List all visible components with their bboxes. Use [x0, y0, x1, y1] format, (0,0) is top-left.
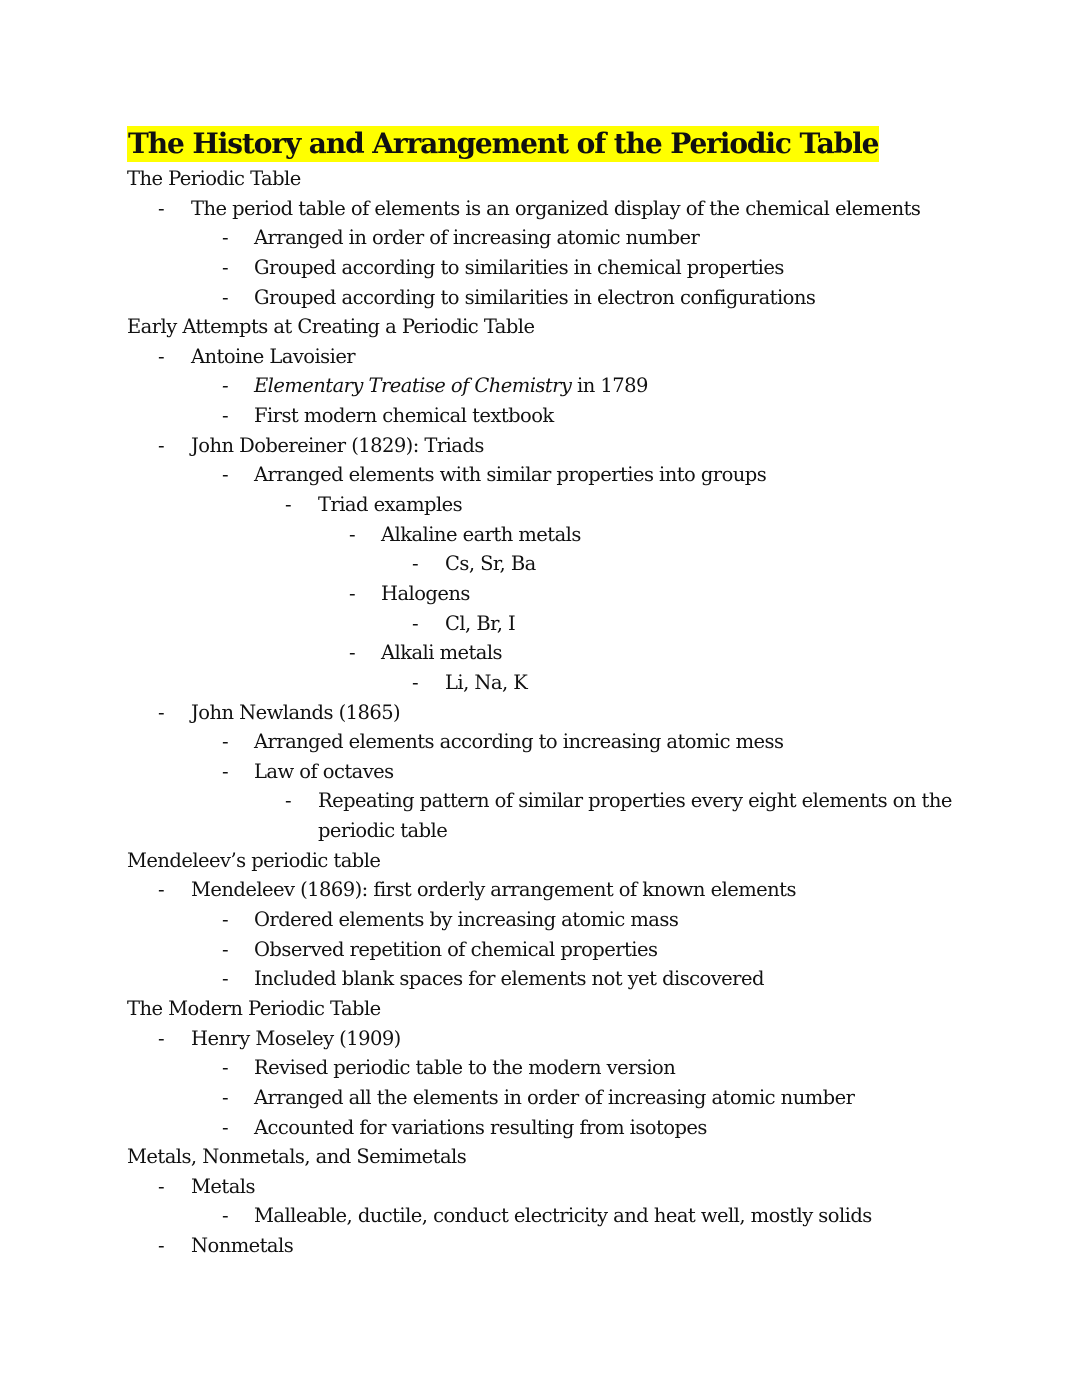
- bullet-dash: -: [221, 1204, 229, 1228]
- list-item: [127, 875, 987, 905]
- section-heading: [127, 1142, 987, 1172]
- bullet-dash: -: [221, 1115, 229, 1139]
- line-text: Included blank spaces for elements not yet discovered: [254, 967, 764, 991]
- bullet-dash: -: [157, 344, 165, 368]
- line-text: Law of octaves: [254, 759, 394, 783]
- bullet-dash: -: [221, 730, 229, 754]
- bullet-dash: -: [221, 404, 229, 428]
- line-text: First modern chemical textbook: [254, 404, 554, 428]
- line-text: Observed repetition of chemical properties: [254, 937, 658, 961]
- bullet-dash: -: [284, 789, 292, 813]
- line-text: periodic table: [318, 819, 448, 843]
- bullet-dash: -: [221, 1085, 229, 1109]
- list-item: [127, 1083, 987, 1113]
- line-text: Halogens: [381, 581, 470, 605]
- section-heading: [127, 164, 987, 194]
- bullet-dash: -: [411, 670, 419, 694]
- bullet-dash: -: [221, 374, 229, 398]
- list-item: [127, 342, 987, 372]
- list-item: [127, 460, 987, 490]
- bullet-dash: -: [221, 463, 229, 487]
- line-text: Mendeleev’s periodic table: [127, 848, 381, 872]
- line-text: The Periodic Table: [127, 167, 301, 190]
- bullet-dash: -: [157, 700, 165, 724]
- line-text: Ordered elements by increasing atomic mass: [254, 908, 679, 932]
- bullet-dash: -: [411, 552, 419, 576]
- list-item: [127, 283, 987, 313]
- line-text: Cl, Br, I: [445, 611, 516, 635]
- bullet-dash: -: [157, 1234, 165, 1258]
- list-item: [127, 490, 987, 520]
- line-text: Arranged in order of increasing atomic number: [254, 226, 700, 250]
- line-text: Mendeleev (1869): first orderly arrangement of known elements: [191, 878, 796, 902]
- line-text: Cs, Sr, Ba: [445, 552, 536, 576]
- list-item: [127, 1024, 987, 1054]
- line-text: Grouped according to similarities in electron configurations: [254, 285, 816, 309]
- line-text: John Dobereiner (1829): Triads: [191, 433, 484, 457]
- list-item: [127, 698, 987, 728]
- list-item-continuation: [127, 816, 987, 846]
- line-text: Malleable, ductile, conduct electricity and heat well, mostly solids: [254, 1204, 872, 1228]
- bullet-dash: -: [157, 878, 165, 902]
- list-item: [127, 935, 987, 965]
- list-item: [127, 253, 987, 283]
- bullet-dash: -: [221, 285, 229, 309]
- bullet-dash: -: [221, 255, 229, 279]
- line-text: John Newlands (1865): [191, 700, 401, 724]
- line-text: [254, 371, 648, 401]
- list-item: [127, 401, 987, 431]
- bullet-dash: -: [157, 196, 165, 220]
- line-text: Metals, Nonmetals, and Semimetals: [127, 1145, 467, 1169]
- line-text: Antoine Lavoisier: [191, 344, 356, 368]
- list-item: [127, 1113, 987, 1143]
- section-heading: [127, 312, 987, 342]
- list-item: [127, 609, 987, 639]
- list-item: [127, 194, 987, 224]
- line-text: Alkali metals: [381, 641, 503, 665]
- bullet-dash: -: [221, 908, 229, 932]
- bullet-dash: -: [284, 493, 292, 517]
- book-year: in 1789: [571, 374, 648, 398]
- list-item: [127, 1201, 987, 1231]
- list-item: [127, 905, 987, 935]
- list-item: [127, 520, 987, 550]
- list-item: [127, 371, 987, 401]
- line-text: Grouped according to similarities in chemical properties: [254, 255, 784, 279]
- list-item: [127, 549, 987, 579]
- line-text: Arranged all the elements in order of increasing atomic number: [254, 1085, 855, 1109]
- list-item: [127, 223, 987, 253]
- bullet-dash: -: [221, 759, 229, 783]
- bullet-dash: -: [348, 641, 356, 665]
- line-text: Early Attempts at Creating a Periodic Table: [127, 315, 535, 339]
- list-item: [127, 727, 987, 757]
- line-text: Metals: [191, 1174, 255, 1198]
- bullet-dash: -: [348, 522, 356, 546]
- list-item: [127, 668, 987, 698]
- line-text: Nonmetals: [191, 1234, 294, 1258]
- list-item: [127, 1053, 987, 1083]
- list-item: [127, 757, 987, 787]
- line-text: Li, Na, K: [445, 670, 528, 694]
- line-text: The period table of elements is an organized display of the chemical elements: [191, 196, 921, 220]
- list-item: [127, 431, 987, 461]
- notes-outline: [127, 164, 987, 1261]
- line-text: Alkaline earth metals: [381, 522, 581, 546]
- bullet-dash: -: [157, 1174, 165, 1198]
- line-text: Triad examples: [318, 493, 463, 517]
- line-text: The Modern Periodic Table: [127, 996, 381, 1020]
- bullet-dash: -: [348, 581, 356, 605]
- bullet-dash: -: [411, 611, 419, 635]
- section-heading: [127, 846, 987, 876]
- bullet-dash: -: [221, 1056, 229, 1080]
- line-text: Arranged elements with similar properties into groups: [254, 463, 767, 487]
- list-item: [127, 1172, 987, 1202]
- line-text: Accounted for variations resulting from isotopes: [254, 1115, 707, 1139]
- list-item: [127, 1231, 987, 1261]
- bullet-dash: -: [221, 937, 229, 961]
- list-item: [127, 638, 987, 668]
- line-text: Henry Moseley (1909): [191, 1026, 401, 1050]
- bullet-dash: -: [157, 433, 165, 457]
- bullet-dash: -: [157, 1026, 165, 1050]
- bullet-dash: -: [221, 967, 229, 991]
- list-item: [127, 579, 987, 609]
- line-text: Repeating pattern of similar properties every eight elements on the: [318, 789, 952, 813]
- book-title: Elementary Treatise of Chemistry: [254, 374, 572, 398]
- bullet-dash: -: [221, 226, 229, 250]
- line-text: Revised periodic table to the modern version: [254, 1056, 676, 1080]
- list-item: [127, 786, 987, 816]
- list-item: [127, 964, 987, 994]
- document-title: The History and Arrangement of the Periodic Table: [128, 127, 879, 160]
- line-text: Arranged elements according to increasing atomic mess: [254, 730, 784, 754]
- section-heading: [127, 994, 987, 1024]
